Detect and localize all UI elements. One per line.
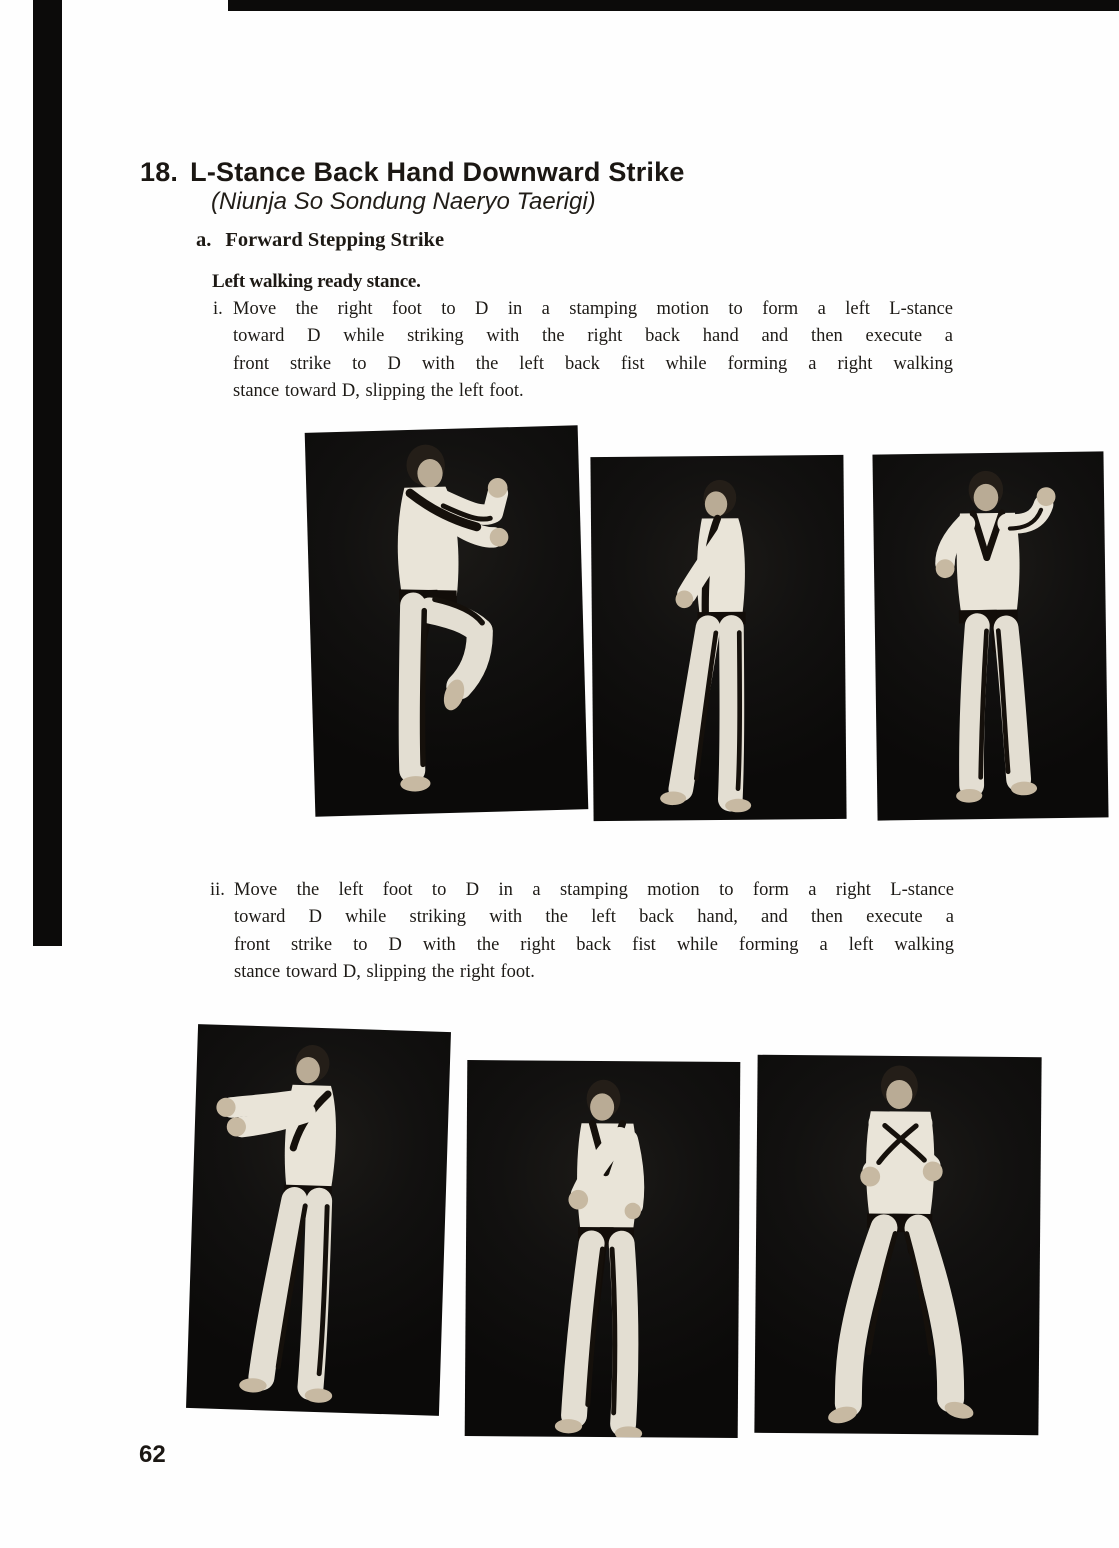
practitioner-figure (555, 1079, 645, 1438)
lesson-title: L-Stance Back Hand Downward Strike (190, 157, 685, 187)
step-i-line-4: stance toward D, slipping the left foot. (233, 381, 524, 402)
photo-front-strike-right-fist (465, 1060, 741, 1438)
step-i-line-1: Move the right foot to D in a stamping motion to form a left L-stance (233, 299, 953, 319)
figure-downward-strike (590, 455, 846, 821)
step-ii-line-2: toward D while striking with the left back hand, and then execute a (234, 907, 954, 928)
lesson-heading (140, 158, 685, 187)
section-marker: a. (196, 229, 212, 251)
section-title: Forward Stepping Strike (225, 229, 445, 251)
stance-note: Left walking ready stance. (212, 271, 421, 292)
practitioner-figure (934, 470, 1059, 803)
photo-stamp-knee-raise (305, 425, 589, 816)
step-ii-text (234, 877, 954, 987)
practitioner-figure (826, 1065, 978, 1427)
page-number: 62 (139, 1441, 166, 1468)
practitioner-figure (657, 480, 751, 813)
lesson-subtitle-korean: (Niunja So Sondung Naeryo Taerigi) (211, 188, 596, 215)
photo-stamp-left-foot (186, 1024, 451, 1416)
step-i-line-3: front strike to D with the left back fist while forming a right walking (233, 353, 953, 374)
step-ii-marker: ii. (210, 880, 225, 900)
photo-downward-strike (590, 455, 846, 821)
lesson-number: 18. (140, 157, 179, 187)
figure-front-strike-ready (872, 451, 1108, 820)
photo-arms-crossed (754, 1055, 1041, 1435)
step-ii (210, 877, 954, 987)
photo-front-strike-ready (872, 451, 1108, 820)
step-ii-line-3: front strike to D with the right back fist while forming a left walking (234, 934, 954, 955)
practitioner-figure (391, 442, 516, 792)
figure-stamp-knee-raise (305, 425, 589, 816)
top-scan-border-bar (228, 0, 1119, 11)
left-scan-border-bar (33, 0, 62, 946)
figure-arms-crossed (754, 1055, 1041, 1435)
step-ii-line-4: stance toward D, slipping the right foot. (234, 962, 535, 983)
figure-arms-extended (186, 1024, 451, 1416)
practitioner-figure (207, 1042, 343, 1403)
section-heading (196, 228, 444, 252)
figure-front-strike (465, 1060, 741, 1438)
step-i-line-2: toward D while striking with the right back hand and then execute a (233, 326, 953, 347)
step-ii-line-1: Move the left foot to D in a stamping motion to form a right L-stance (234, 880, 954, 900)
step-i-marker: i. (213, 299, 223, 319)
step-i-text (233, 296, 953, 406)
step-i (213, 296, 953, 406)
